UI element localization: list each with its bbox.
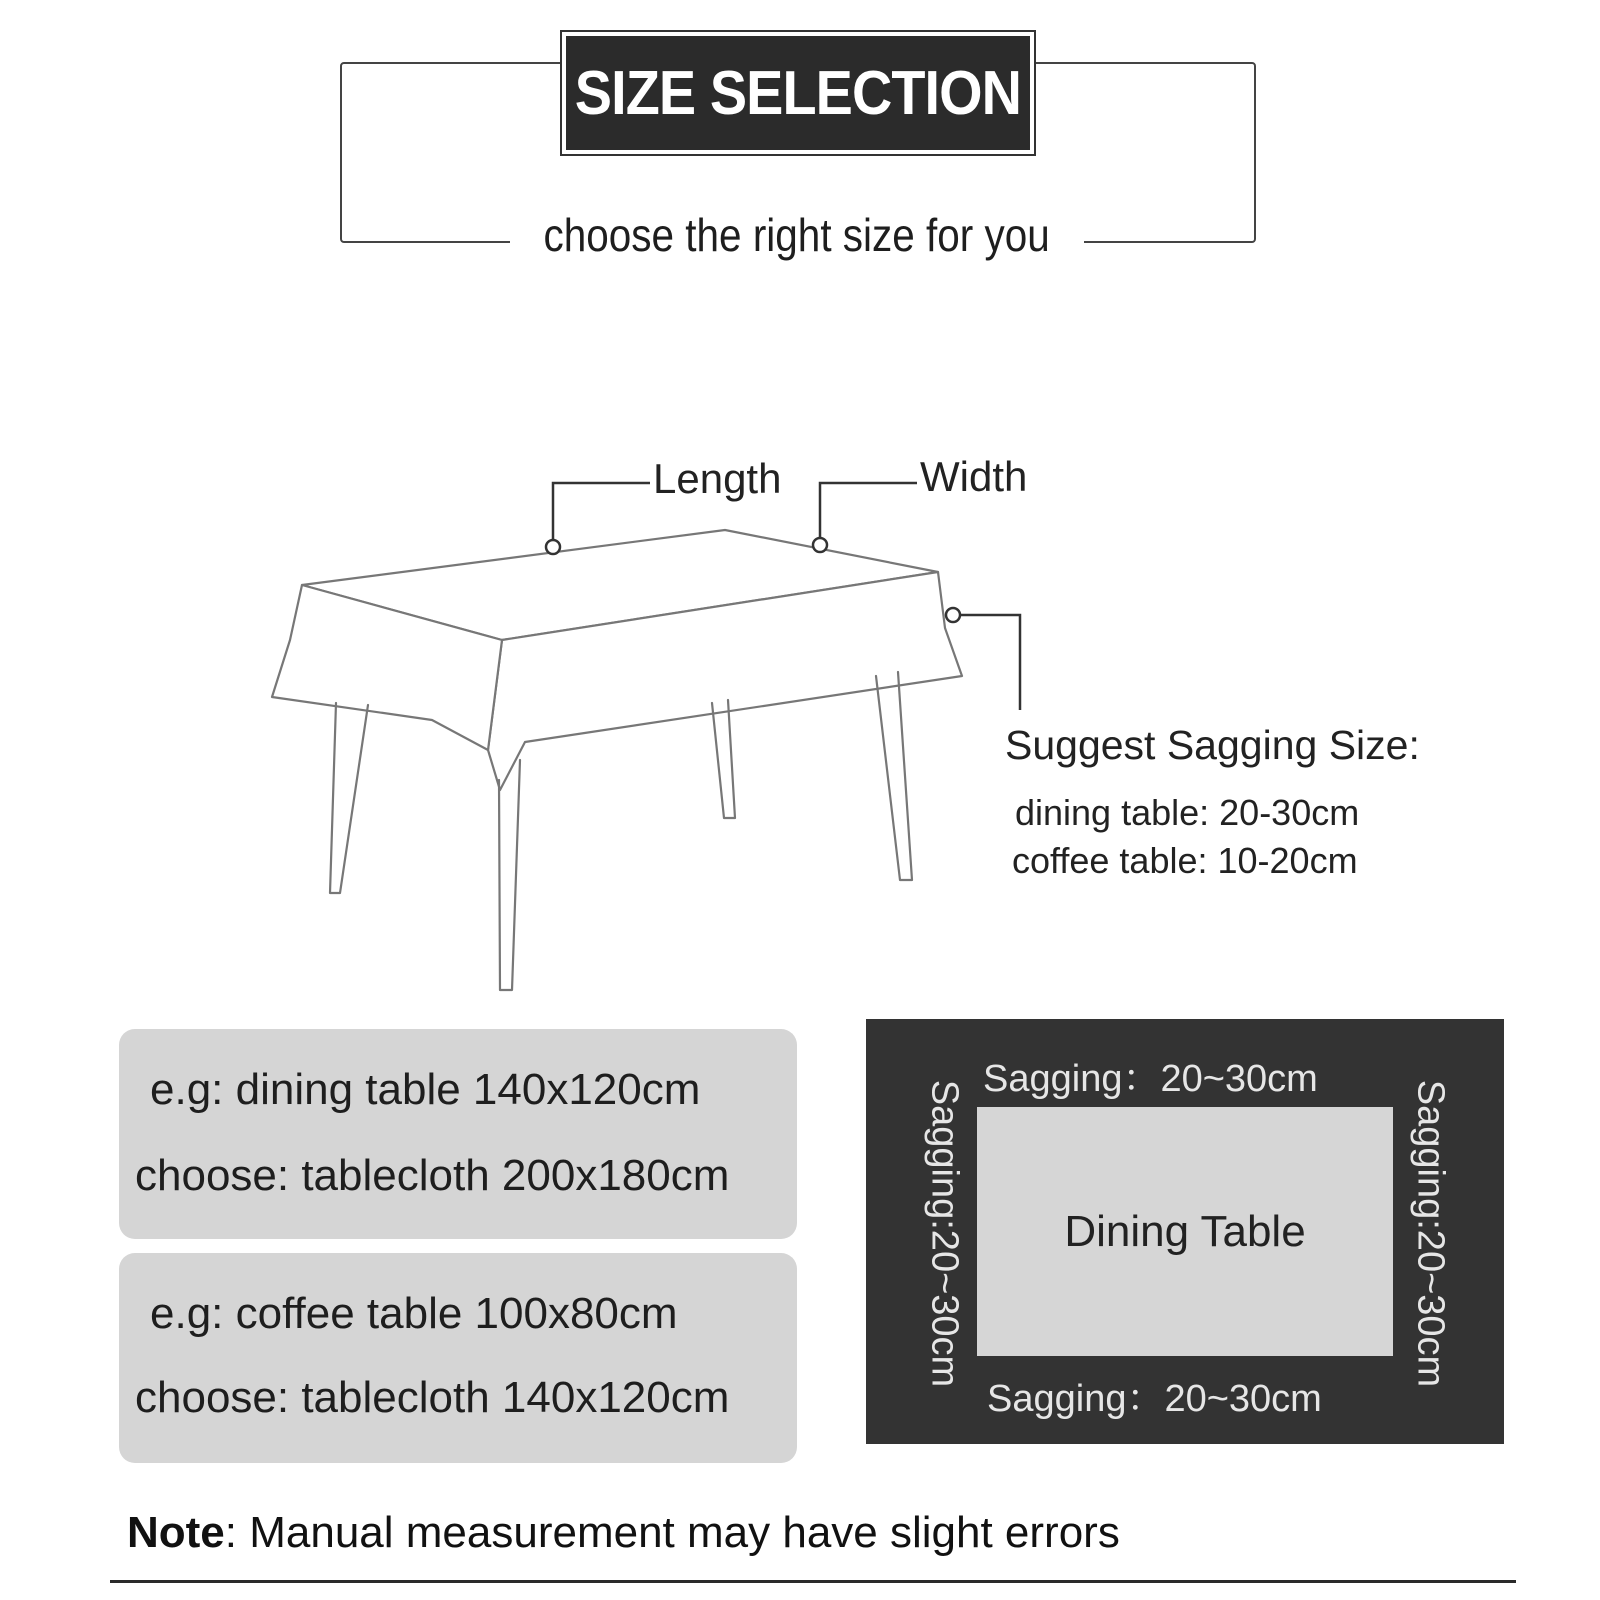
table-leg-front-left <box>499 760 520 990</box>
width-label: Width <box>920 453 1028 500</box>
note-text: : Manual measurement may have slight errors <box>224 1508 1120 1557</box>
example-box-dining <box>119 1029 797 1239</box>
width-callout-line <box>820 483 917 545</box>
sagging-top-label: Sagging：20~30cm <box>983 1058 1318 1100</box>
note <box>127 1508 1120 1558</box>
sagging-line-dining: dining table: 20-30cm <box>1015 792 1360 833</box>
example-tablecloth-size: choose: tablecloth 140x120cm <box>135 1373 730 1422</box>
length-marker-icon <box>546 540 560 554</box>
length-label: Length <box>653 455 782 502</box>
width-marker-icon <box>813 538 827 552</box>
example-table-size: e.g: dining table 140x120cm <box>150 1065 701 1114</box>
table-leg-front-right <box>876 672 912 880</box>
example-table-size: e.g: coffee table 100x80cm <box>150 1289 678 1338</box>
dining-table-label: Dining Table <box>1064 1206 1306 1256</box>
example-tablecloth-size: choose: tablecloth 200x180cm <box>135 1151 730 1200</box>
bottom-divider <box>110 1580 1516 1583</box>
sagging-bottom-label: Sagging：20~30cm <box>987 1378 1322 1420</box>
table-leg-back-left <box>330 703 368 893</box>
page-subtitle: choose the right size for you <box>543 209 1051 261</box>
dining-table-rect <box>977 1107 1393 1356</box>
sagging-line-coffee: coffee table: 10-20cm <box>1012 840 1358 881</box>
table-leg-back-right <box>712 700 735 818</box>
sagging-right-label: Sagging:20~30cm <box>1409 1079 1452 1388</box>
example-box-coffee <box>119 1253 797 1463</box>
page-title: SIZE SELECTION <box>574 58 1022 128</box>
note-label: Note <box>127 1508 225 1557</box>
sagging-left-label: Sagging:20~30cm <box>923 1079 966 1388</box>
sagging-title: Suggest Sagging Size: <box>1005 722 1420 768</box>
length-callout-line <box>553 483 650 547</box>
sagging-marker-icon <box>946 608 960 622</box>
sagging-callout-line <box>953 615 1020 710</box>
